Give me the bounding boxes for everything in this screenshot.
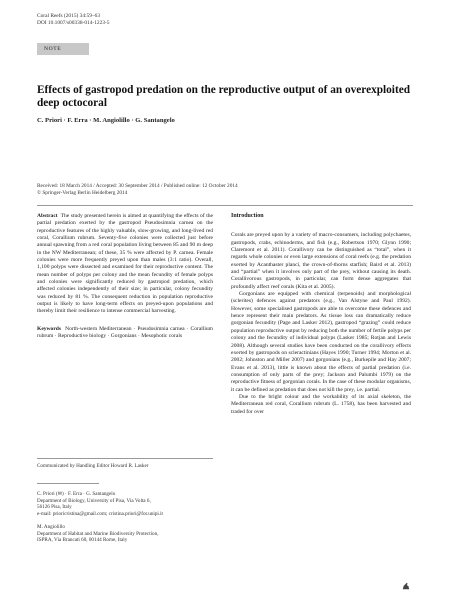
affiliation-1-email[interactable]: e-mail: prioricristina@gmail.com; cristina.priori@for.unipi.it [37, 510, 163, 517]
affiliation-2-dept: Department of Habitat and Marine Biodiversity Protection, [37, 530, 159, 537]
communicated-by: Communicated by Handling Editor Howard R. Lasker [37, 463, 149, 469]
author-list: C. Priori · F. Erra · M. Angiolillo · G. Santangelo [37, 117, 175, 124]
intro-paragraph-3: Due to the bright colour and the workability of its axial skeleton, the Mediterranean red coral, Corallium rubrum (L. 1758), has been harvested and traded for over [231, 393, 411, 415]
keywords-label: Keywords [37, 325, 62, 332]
article-type-label: NOTE [44, 46, 62, 52]
affiliation-2 [37, 524, 213, 544]
journal-citation [37, 13, 109, 27]
intro-paragraph-1: Corals are preyed upon by a variety of macro-consumers, including polychaetes, gastropods, crabs, echinoderms, and fish (e.g., Robertson 1970; Glynn 1990; Claremont et al. 2011). Corallivory can be distinguished as “total”, when it regards whole colonies or even large extensions of coral reefs (e.g. the predation exerted by Acanthaster planci, the crown-of-thorns starfish; Baird et al. 2013) and “partial” when it involves only part of the prey, without causing its death. Corallivorous gastropods, in particular, can form dense aggregates that profoundly affect reef corals (Kita et al. 2005). [231, 232, 411, 290]
introduction-heading: Introduction [231, 213, 264, 219]
abstract-label: Abstract [37, 213, 58, 219]
affiliation-2-author: M. Angiolillo [37, 524, 65, 530]
affiliation-1-dept: Department of Biology, University of Pisa, Via Volta 6, [37, 497, 151, 504]
article-title: Effects of gastropod predation on the reproductive output of an overexploited deep octocoral [37, 84, 411, 109]
keywords [37, 326, 213, 341]
abstract-text: The study presented herein is aimed at quantifying the effects of the partial predation exerted by the gastropod Pseudosimnia carnea on the reproductive features of the highly valuable, slow-growing, and long-lived red coral, Corallium rubrum. Seventy-five colonies were collected just before annual spawning from a red coral population living between 85 and 90 m deep in the NW Mediterranean; of these, 35 % were affected by P. carnea. Female colonies were more frequently preyed upon than males (3:1 ratio). Overall, 1,100 polyps were dissected and examined for their reproductive content. The mean number of polyps per colony and the mean fecundity of female polyps and colonies were significantly reduced by gastropod predation, which affected colonies independently of their size; in particular, colony fecundity was reduced by 81 %. The consequent reduction in population reproductive output is likely to have long-term effects on preyed-upon populations and thereby limit their resilience to intense commercial harvesting. [37, 213, 213, 315]
left-column [37, 213, 213, 341]
affiliation-1 [37, 491, 213, 517]
history-dates: Received: 18 March 2014 / Accepted: 30 September 2014 / Published online: 12 October 2014 [37, 183, 238, 189]
keywords-text: North-western Mediterranean · Pseudosimnia carnea · Corallium rubrum · Reproductive biology · Gorgonians · Mesophotic corals [37, 325, 213, 340]
publication-dates [37, 183, 238, 197]
affiliation-1-city: 56126 Pisa, Italy [37, 504, 72, 511]
springer-horse-icon [402, 582, 410, 590]
copyright-line: © Springer-Verlag Berlin Heidelberg 2014 [37, 189, 128, 196]
intro-paragraph-2: Gorgonians are equipped with chemical (terpenoids) and morphological (sclerites) defences against predators (e.g., Van Alstyne and Paul 1992). However, some specialised gastropods are able to overcome these defences and hence represent their main predators. As tissue loss can dramatically reduce gorgonian fecundity (Page and Lasker 2012), gastropod “grazing” could reduce population reproductive output by reducing both the number of fertile polyps per colony and the fecundity of individual polyps (Lasker 1985; Rotjan and Lewis 2008). Although several studies have been conducted on the corallivory effects exerted by gastropods on scleractinians (Hayes 1990; Turner 1994; Morton et al. 2002; Johnston and Miller 2007) and gorgonians (e.g., Burkepile and Hay 2007; Evans et al. 2013), little is known about the effects of partial predation (i.e. consumption of only parts of the prey; Jackson and Palumbi 1979) on the reproductive fitness of gorgonian corals. In the case of these modular organisms, it can be defined as predation that does not kill the prey, i.e. partial. [231, 291, 411, 393]
header-divider [37, 205, 413, 206]
affiliation-1-authors: C. Priori (✉) · F. Erra · G. Santangelo [37, 491, 116, 497]
abstract [37, 213, 213, 316]
article-type-badge [37, 43, 89, 55]
right-column [231, 213, 411, 416]
footnote-divider [37, 458, 213, 459]
footnote-rule [37, 483, 99, 484]
journal-issue: Coral Reefs (2015) 34:59–63 [37, 13, 101, 19]
affiliation-2-inst: ISPRA, Via Brancati 60, 00144 Rome, Italy [37, 537, 128, 544]
journal-doi: DOI 10.1007/s00338-014-1223-5 [37, 20, 110, 26]
